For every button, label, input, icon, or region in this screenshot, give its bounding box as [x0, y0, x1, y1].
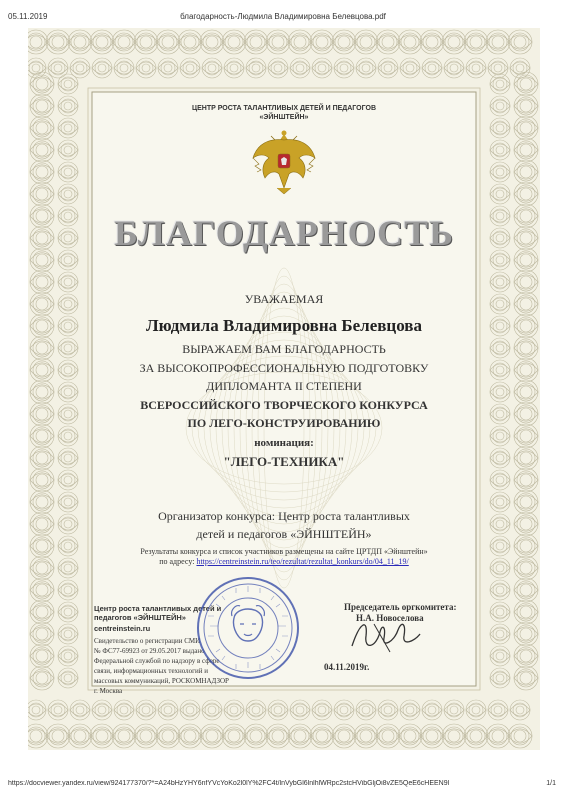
- gratitude-text-line: ВЫРАЖАЕМ ВАМ БЛАГОДАРНОСТЬ: [182, 342, 386, 356]
- results-link[interactable]: https://centreinstein.ru/teo/rezultat/rezultat_konkurs/do/04_11_19/: [196, 557, 409, 566]
- registration-line: связи, информационных технологий и: [94, 667, 208, 675]
- results-address: [94, 557, 474, 566]
- organization-title-line2: «ЭЙНШТЕЙН»: [259, 114, 309, 121]
- round-seal-stamp: [196, 576, 300, 680]
- gratitude-text-line: ЗА ВЫСОКОПРОФЕССИОНАЛЬНУЮ ПОДГОТОВКУ: [139, 361, 429, 375]
- results-note: Результаты конкурса и список участников размещены на сайте ЦРТДП «Эйнштейн»: [140, 547, 428, 556]
- contest-name-line: ВСЕРОССИЙСКОГО ТВОРЧЕСКОГО КОНКУРСА: [140, 398, 428, 412]
- results-address-prefix: по адресу:: [159, 557, 197, 566]
- salutation: УВАЖАЕМАЯ: [244, 292, 324, 306]
- nomination-value: "ЛЕГО-ТЕХНИКА": [223, 454, 345, 469]
- page-counter: 1/1: [546, 780, 556, 787]
- certificate-title: БЛАГОДАРНОСТЬ: [114, 213, 454, 253]
- print-url: https://docviewer.yandex.ru/view/924177370/?*=A24bHzYHY6nfYVcYoKo2l0lY%2FC4t/lnVybGl6lnlhlWRpc2stcHVibGljOi8vZE5QeE6cHEEN9l: [8, 780, 450, 787]
- organization-title: [94, 104, 474, 122]
- nomination-label: номинация:: [254, 437, 314, 449]
- registration-line: Федеральной службой по надзору в сфере: [94, 657, 220, 665]
- gratitude-text-line: ДИПЛОМАНТА II СТЕПЕНИ: [206, 379, 362, 393]
- registration-line: г. Москва: [94, 687, 123, 695]
- registration-line: № ФС77-69923 от 29.05.2017 выдано: [94, 647, 205, 655]
- recipient-name: Людмила Владимировна Белевцова: [146, 316, 422, 335]
- organizer-line: Организатор конкурса: Центр роста талантливых: [158, 509, 410, 523]
- certificate: [28, 28, 540, 750]
- coat-of-arms-emblem: [249, 130, 319, 196]
- organization-title-line1: ЦЕНТР РОСТА ТАЛАНТЛИВЫХ ДЕТЕЙ И ПЕДАГОГОВ: [191, 105, 377, 112]
- registration-line: массовых коммуникаций, РОСКОМНАДЗОР: [94, 677, 229, 685]
- organizer-line: детей и педагогов «ЭЙНШТЕЙН»: [196, 527, 372, 541]
- chairman-title: Председатель оргкомитета:: [344, 602, 457, 612]
- issuer-name-line1: Центр роста талантливых детей и: [94, 604, 222, 613]
- print-header: [0, 0, 566, 28]
- handwritten-signature: [346, 612, 426, 656]
- contest-name-line: ПО ЛЕГО-КОНСТРУИРОВАНИЮ: [187, 416, 381, 430]
- issue-date: 04.11.2019г.: [324, 662, 370, 672]
- document-title: благодарность-Людмила Владимировна Белевцова.pdf: [180, 12, 386, 21]
- chairman-name: Н.А. Новоселова: [356, 613, 424, 623]
- print-date: 05.11.2019: [8, 12, 48, 21]
- print-footer: [0, 776, 566, 800]
- issuer-name-line2: педагогов «ЭЙНШТЕЙН»: [94, 613, 186, 622]
- registration-line: Свидетельство о регистрации СМИ: [94, 637, 201, 645]
- issuer-site: centreinstein.ru: [94, 624, 151, 633]
